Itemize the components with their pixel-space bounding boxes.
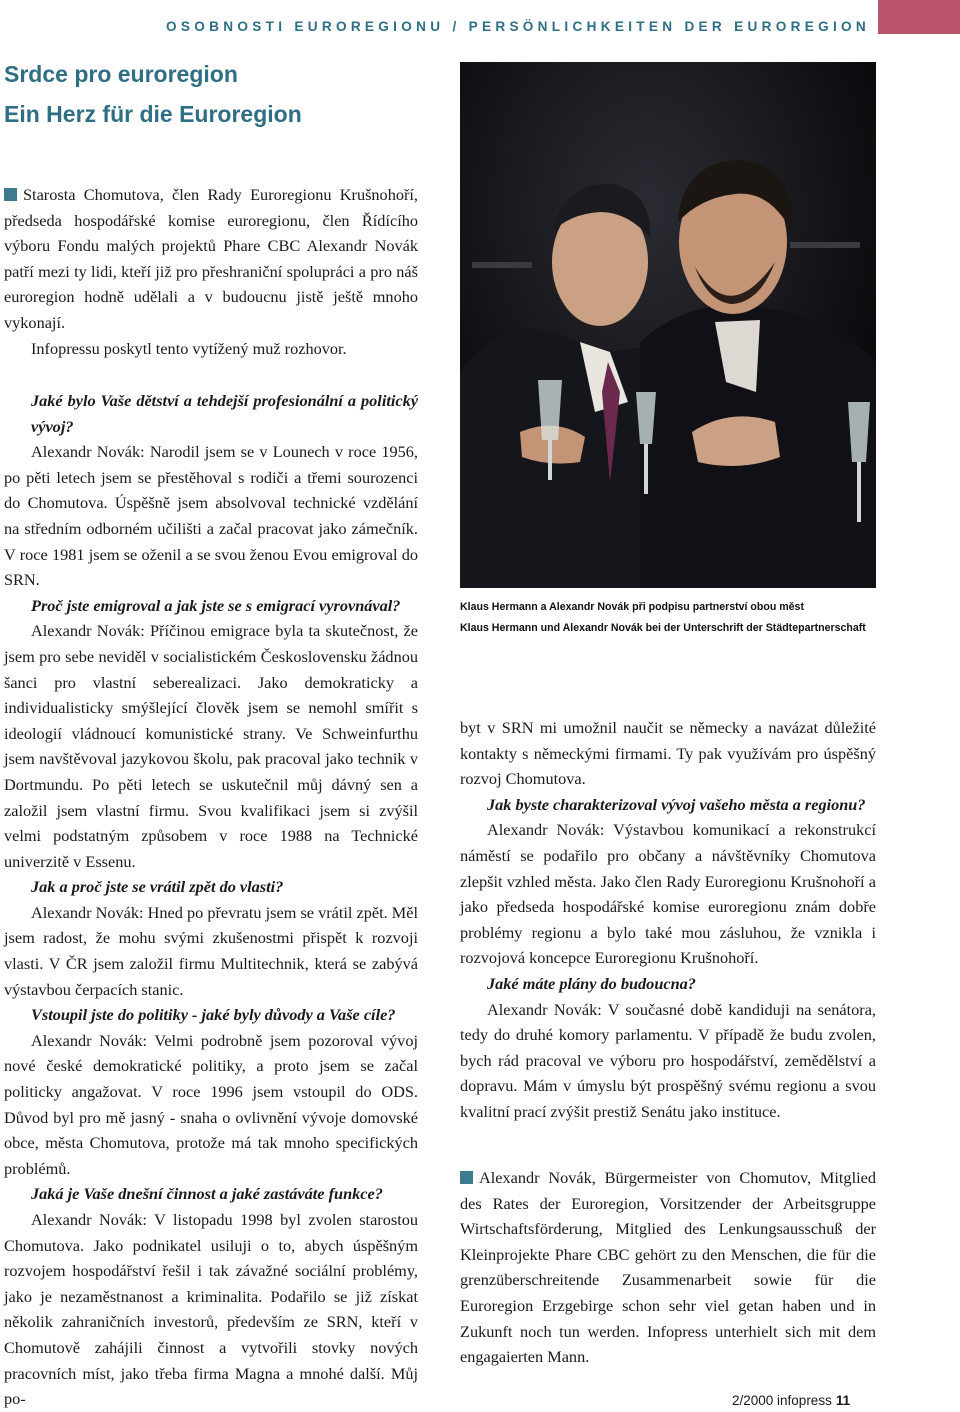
answer: Alexandr Novák: Narodil jsem se v Lounech v roce 1956, po pěti letech jsem se přestěhoval s rodiči a třemi sourozenci do Chomutova. Úspěšně jsem absolvoval technické vzdělání na středním odborném učilišti a začal pracovat jako zámečník. V roce 1981 jsem se oženil a se svou ženou Evou emigroval do SRN. bbox=[4, 442, 418, 590]
photo-caption-de: Klaus Hermann und Alexandr Novák bei der Unterschrift der Städtepartnerschaft bbox=[460, 622, 866, 634]
interview-left-column bbox=[4, 388, 418, 1412]
question: Jak byste charakterizoval vývoj vašeho města a regionu? bbox=[487, 794, 866, 814]
answer: Alexandr Novák: Velmi podrobně jsem pozoroval vývoj nové české demokratické politiky, a proto jsem se začal politicky angažovat. V roce 1996 jsem vstoupil do ODS. Důvod byl pro mě jasný - snaha o ovlivnění vývoje domovské obce, města Chomutova, protože má tak mnoho specifických problémů. bbox=[4, 1030, 418, 1178]
article-title-cz: Srdce pro euroregion bbox=[4, 61, 238, 87]
interview-right-column bbox=[460, 715, 876, 1125]
answer: Alexandr Novák: Hned po převratu jsem se vrátil zpět. Měl jsem radost, že mohu svými zkušenostmi přispět k rozvoji vlasti. V ČR jsem založil firmu Multitechnik, která se zabývá výstavbou čerpacích stanic. bbox=[4, 902, 419, 999]
answer-continued: byt v SRN mi umožnil naučit se německy a navázat důležité kontakty s německými firmami. Ty pak využívám pro úspěšný rozvoj Chomutova. bbox=[460, 718, 876, 789]
answer: Alexandr Novák: V současné době kandiduji na senátora, tedy do druhé komory parlamentu. V případě že budu zvolen, bych rád pracoval ve výboru pro hospodářství, zemědělství a dopravu. Mám v úmyslu být prospěšný svému regionu a svou kvalitní prací zvýšit prestiž Senátu jako instituce. bbox=[460, 999, 876, 1121]
section-header: OSOBNOSTI EUROREGIONU / PERSÖNLICHKEITEN DER EUROREGION bbox=[166, 19, 871, 34]
answer: Alexandr Novák: V listopadu 1998 byl zvolen starostou Chomutova. Jako podnikatel usiluji o to, abych úspěšným rozvojem hospodářství řešil i tak závažné sociální problémy, jako je nezaměstnanost a kriminalita. Podařilo se již získat několik zahraničních investorů, především ze SRN, kteří v Chomutově zahájili činnost a vytvořili stovky nových pracovních míst, jako třeba firma Magna a mnohé další. Můj po- bbox=[4, 1210, 418, 1409]
article-title-de: Ein Herz für die Euroregion bbox=[4, 101, 302, 127]
intro-de bbox=[460, 1165, 876, 1370]
question: Jaké bylo Vaše dětství a tehdejší profesionální a politický vývoj? bbox=[31, 391, 418, 436]
answer: Alexandr Novák: Výstavbou komunikací a rekonstrukcí náměstí se podařilo pro občany a návštěvníky Chomutova zlepšit vzhled města. Jako člen Rady Euroregionu Krušnohoří a jako předseda hospodářské komise euroregionu znám dobře problémy regionu a bylo také mou zásluhou, že vznikla i rozvojová koncepce Euroregionu Krušnohoří. bbox=[460, 820, 876, 968]
photo-two-men bbox=[460, 62, 876, 588]
corner-color-block bbox=[878, 0, 960, 34]
answer: Alexandr Novák: Příčinou emigrace byla ta skutečnost, že jsem pro sebe neviděl v socialistickém Československu žádnou šanci pro vlastní seberealizaci. Jako demokraticky a individualisticky smýšlející člověk jsem se nemohl smířit s ideologií vládnoucí komunistické strany. Ve Schweinfurthu jsem navštěvoval jazykovou školu, pak pracoval jako technik v Dortmundu. Po pěti letech se uskutečnil můj dávný sen a založil jsem vlastní firmu. Svou kvalifikaci jsem si zvýšil velmi podstatným způsobem v roce 1988 na Technické univerzitě v Essenu. bbox=[4, 621, 418, 871]
intro-cz-2: Infopressu poskytl tento vytížený muž rozhovor. bbox=[31, 338, 347, 358]
bullet-square-icon bbox=[4, 188, 17, 201]
bullet-square-icon bbox=[460, 1171, 473, 1184]
footer-issue: 2/2000 infopress bbox=[732, 1393, 832, 1408]
intro-cz bbox=[4, 182, 418, 361]
photo-caption-cz: Klaus Hermann a Alexandr Novák při podpisu partnerství obou měst bbox=[460, 601, 804, 613]
question: Vstoupil jste do politiky - jaké byly důvody a Vaše cíle? bbox=[31, 1005, 396, 1025]
question: Proč jste emigroval a jak jste se s emigrací vyrovnával? bbox=[31, 595, 401, 615]
intro-de-text: Alexandr Novák, Bürgermeister von Chomutov, Mitglied des Rates der Euroregion, Vorsitzender der Arbeitsgruppe Wirtschaftsförderung, Mitglied des Lenkungsausschuß der Kleinprojekte Phare CBC gehört zu den Menschen, die für die grenzüberschreitende Zusammenarbeit sowie für die Euroregion Erzgebirge schon sehr viel getan haben und in Zukunft noch tun werden. Infopress unterhielt sich mit dem engagaierten Mann. bbox=[460, 1168, 876, 1367]
page-number: 11 bbox=[835, 1393, 851, 1408]
question: Jak a proč jste se vrátil zpět do vlasti? bbox=[31, 877, 284, 897]
intro-cz-text: Starosta Chomutova, člen Rady Euroregionu Krušnohoří, předseda hospodářské komise euroregionu, člen Řídícího výboru Fondu malých projektů Phare CBC Alexandr Novák patří mezi ty lidi, kteří již pro přeshraniční spolupráci a pro náš euroregion hodně udělali a v budoucnu jistě ještě mnoho vykonají. bbox=[4, 185, 418, 332]
question: Jaká je Vaše dnešní činnost a jaké zastáváte funkce? bbox=[31, 1184, 383, 1204]
question: Jaké máte plány do budoucna? bbox=[487, 973, 696, 993]
page-footer bbox=[732, 1393, 850, 1408]
